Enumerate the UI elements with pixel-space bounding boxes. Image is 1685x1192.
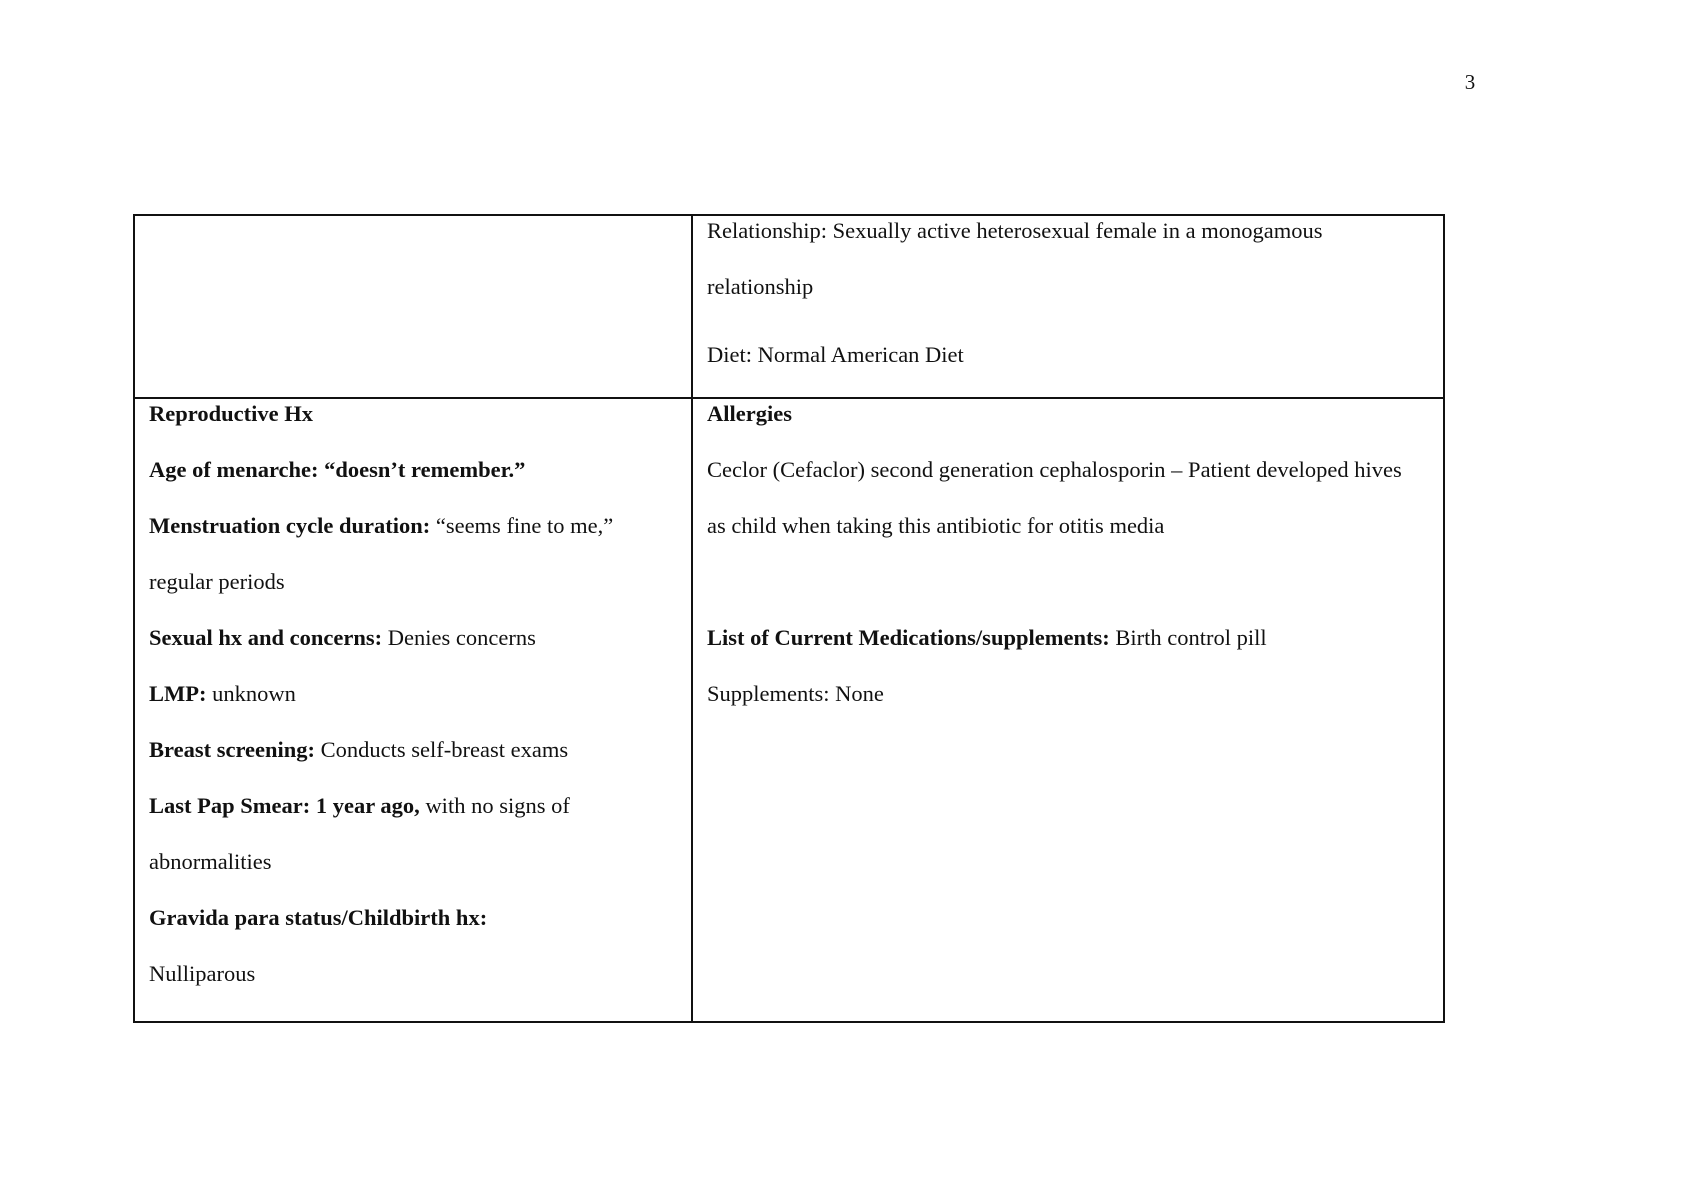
history-table [133,214,1445,1023]
gravida-value: Nulliparous [149,961,256,986]
table-row [134,398,1444,1022]
sexual-history-line: Sexual hx and concerns: Denies concerns [149,625,536,650]
table-row [134,215,1444,398]
allergies-heading: Allergies [707,401,792,426]
cycle-line: Menstruation cycle duration: “seems fine to me,” [149,513,614,538]
supplements-line: Supplements: None [707,681,884,706]
page-number: 3 [1464,70,1476,94]
reproductive-history-cell [134,398,692,1022]
allergy-line-cont: as child when taking this antibiotic for otitis media [707,513,1165,538]
cell-top-left [134,215,692,398]
allergies-cell [692,398,1444,1022]
relationship-line: Relationship: Sexually active heterosexual female in a monogamous [707,218,1323,243]
relationship-line-cont: relationship [707,274,814,299]
pap-smear-line-cont: abnormalities [149,849,272,874]
allergy-line: Ceclor (Cefaclor) second generation cephalosporin – Patient developed hives [707,457,1402,482]
pap-smear-line: Last Pap Smear: 1 year ago, with no signs of [149,793,570,818]
menarche-line: Age of menarche: “doesn’t remember.” [149,457,526,482]
medications-line: List of Current Medications/supplements: Birth control pill [707,625,1267,650]
cycle-line-cont: regular periods [149,569,285,594]
lmp-line: LMP: unknown [149,681,296,706]
spacer [707,567,1429,623]
breast-screening-line: Breast screening: Conducts self-breast exams [149,737,569,762]
reproductive-heading: Reproductive Hx [149,401,313,426]
social-history-cell [692,215,1444,398]
diet-line: Diet: Normal American Diet [707,342,964,367]
gravida-line: Gravida para status/Childbirth hx: [149,905,488,930]
